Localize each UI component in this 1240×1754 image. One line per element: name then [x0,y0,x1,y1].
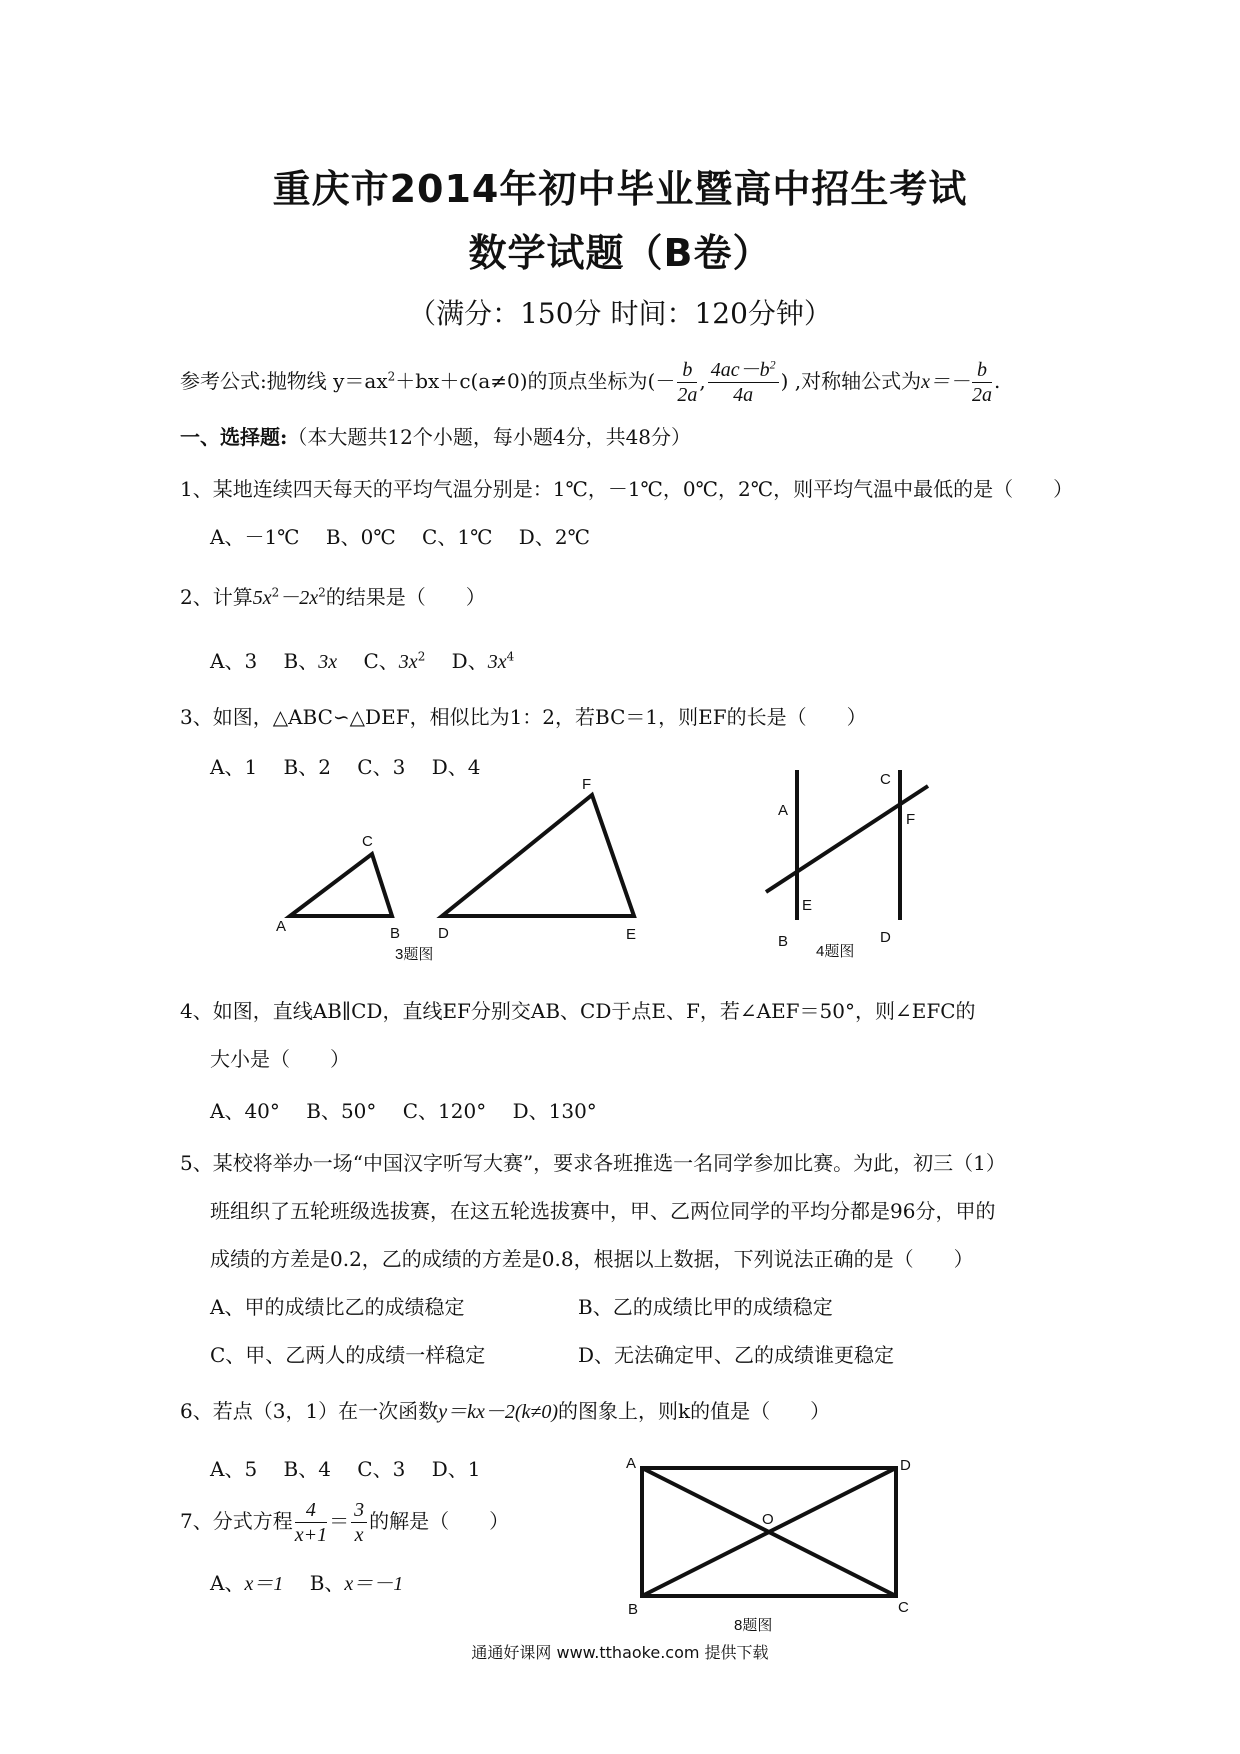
question-2-stem: 2、计算$5x^2-2x^2$的结果是（ ） [180,585,486,609]
formula-mid: ＋bx＋c(a≠0)的顶点坐标为 [395,369,648,393]
formula-comma: , [699,369,706,393]
figure-8-caption: 8题图 [734,1617,773,1634]
label-d: D [900,1457,911,1474]
question-5-line-2: 班组织了五轮班级选拔赛，在这五轮选拔赛中，甲、乙两位同学的平均分都是96分，甲的 [210,1199,996,1223]
figure-3-caption: 3题图 [395,946,434,963]
question-6-stem: 6、若点（3，1）在一次函数y＝kx－2(k≠0)的图象上，则k的值是（ ） [180,1399,831,1423]
figure-4-caption: 4题图 [816,943,855,960]
figure-3-triangles [260,776,660,976]
label-d: D [438,925,449,942]
exam-subtitle: 数学试题（B卷） [468,231,772,275]
question-5-line-3: 成绩的方差是0.2，乙的成绩的方差是0.8，根据以上数据，下列说法正确的是（ ） [210,1247,974,1271]
footer-source: 通通好课网 www.tthaoke.com 提供下载 [471,1643,769,1662]
fraction-axis: $\frac{b}{2a}$ [972,359,993,406]
label-f: F [906,811,916,828]
section-heading [180,424,691,450]
label-b: B [628,1601,639,1618]
question-1-stem: 1、某地连续四天每天的平均气温分别是：1℃，－1℃，0℃，2℃，则平均气温中最低的是（ ） [180,477,1074,501]
label-e: E [626,926,637,943]
exam-meta: （满分：150分 时间：120分钟） [408,297,832,330]
question-1-options: A、－1℃ B、0℃ C、1℃ D、2℃ [210,525,590,549]
label-a: A [276,918,287,935]
question-7-stem: 7、分式方程 $\frac{4}{x+1}$ ＝ $\frac{3}{x}$ 的解是（ ） [180,1499,510,1546]
triangle-def [442,795,634,916]
question-4-stem-line-1: 4、如图，直线AB∥CD，直线EF分别交AB、CD于点E、F，若∠AEF＝50°，则∠EFC的 [180,999,976,1023]
section-note: （本大题共12个小题，每小题4分，共48分） [287,425,692,449]
fraction-4ac: $\frac{4ac-b^2}{4a}$ [708,358,779,407]
question-7-options: A、x＝1 B、x＝－1 [210,1571,404,1595]
formula-end: . [994,369,1001,393]
question-3-stem: 3、如图，△ABC∽△DEF，相似比为1：2，若BC＝1，则EF的长是（ ） [180,705,867,729]
figure-4-parallel-lines [750,760,950,960]
formula-sup: 2 [387,369,396,384]
section-label: 一、选择题: [180,425,288,449]
question-5-option-a: A、甲的成绩比乙的成绩稳定 [210,1295,465,1319]
formula-open: (－ [647,369,676,393]
question-2-options: A、3 B、3x C、$3x^2$ D、$3x^4$ [210,649,515,673]
label-a: A [626,1455,637,1472]
question-4-options: A、40° B、50° C、120° D、130° [210,1099,597,1123]
label-c: C [880,771,891,788]
label-o: O [762,1511,774,1528]
exam-title: 重庆市2014年初中毕业暨高中招生考试 [272,167,968,211]
question-5-option-c: C、甲、乙两人的成绩一样稳定 [210,1343,486,1367]
label-b: B [778,933,789,950]
formula-axis: x＝－ [921,371,971,393]
formula-close: ) ,对称轴公式为 [780,369,922,393]
figure-8-rectangle [620,1446,920,1652]
question-5-option-d: D、无法确定甲、乙的成绩谁更稳定 [578,1343,895,1367]
label-e: E [802,897,813,914]
label-c: C [362,833,373,850]
label-b: B [390,925,401,942]
question-3-options: A、1 B、2 C、3 D、4 [210,755,481,779]
formula-prefix: 参考公式:抛物线 y＝ax [180,369,388,393]
fraction-4-over-x-plus-1: $\frac{4}{x+1}$ [294,1499,328,1546]
question-5-line-1: 5、某校将举办一场“中国汉字听写大赛”，要求各班推选一名同学参加比赛。为此，初三（1） [180,1151,1006,1175]
fraction-b-2a: $\frac{b}{2a}$ [677,359,698,406]
reference-formula [180,358,1000,407]
label-d: D [880,929,891,946]
question-4-stem-line-2: 大小是（ ） [210,1047,350,1071]
label-a: A [778,802,789,819]
question-6-options: A、5 B、4 C、3 D、1 [210,1457,481,1481]
line-ef [766,786,928,892]
fraction-3-over-x: $\frac{3}{x}$ [351,1498,367,1547]
label-f: F [582,776,592,793]
label-c: C [898,1599,909,1616]
triangle-abc [290,854,392,916]
question-5-option-b: B、乙的成绩比甲的成绩稳定 [578,1295,833,1319]
